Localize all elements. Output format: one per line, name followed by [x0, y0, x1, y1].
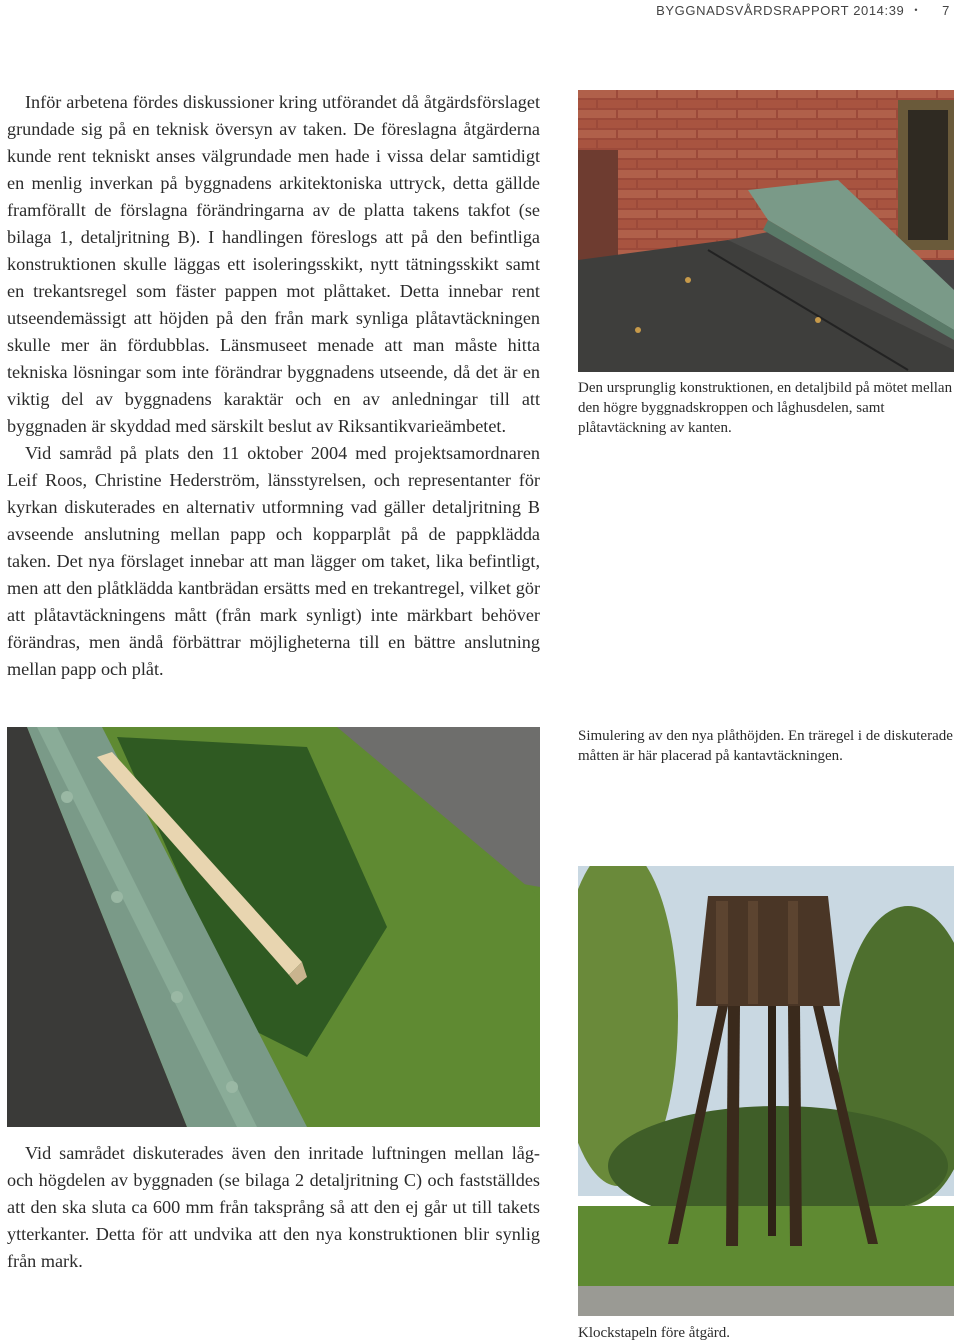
- caption-3: Klockstapeln före åtgärd.: [578, 1325, 731, 1341]
- body-text-top: [7, 89, 540, 683]
- body-text-bottom: [7, 1140, 540, 1275]
- page-number: 7: [942, 2, 950, 18]
- caption-2: Simulering av den nya plåthöjden. En träregel i de diskuterade måtten är här placerad på kantavtäckningen.: [578, 728, 953, 764]
- header-bullet: •: [914, 5, 919, 15]
- running-title: BYGGNADSVÅRDSRAPPORT 2014:39: [656, 2, 905, 18]
- photo-batten-simulation: [7, 727, 540, 1127]
- caption-1: Den ursprunglig konstruktionen, en detaljbild på mötet mellan den högre byggnadskroppen och låghusdelen, samt plåtavtäckning av kanten.: [578, 380, 953, 436]
- running-header: [656, 0, 950, 20]
- photo-roof-junction: [578, 90, 954, 372]
- paragraph-3: Vid samrådet diskuterades även den inritade luftningen mellan låg- och högdelen av byggnaden (se bilaga 2 detaljritning C) och fastställdes att den ska sluta ca 600 mm från taksprång så att den ej går ut till takets ytterkanter. Detta för att undvika att den nya konstruktionen blir synlig från mark.: [7, 1143, 540, 1271]
- paragraph-2: Vid samråd på plats den 11 oktober 2004 med projektsamordnaren Leif Roos, Christine Hederström, länsstyrelsen, och representanter för kyrkan diskuterades en alternativ utformning vad gäller detaljritning B avseende anslutning mellan papp och kopparplåt på de pappklädda taken. Det nya förslaget innebar att man lägger om taket, lika befintligt, men att den plåtklädda kantbrädan ersätts med en trekantregel, vilket gör att plåtavtäckningens mått (från mark synligt) inte märkbart behöver förändras, men ändå förbättrar möjligheterna till en bättre anslutning mellan papp och plåt.: [7, 443, 540, 679]
- paragraph-1: Inför arbetena fördes diskussioner kring utförandet då åtgärdsförslaget grundade sig på en teknisk översyn av taken. De föreslagna åtgärderna kunde rent tekniskt anses välgrundade men hade i vissa delar samtidigt en menlig inverkan på byggnadens arkitektoniska uttryck, detta gällde framförallt de förslagna förändringarna av de platta takens takfot (se bilaga 1, detaljritning B). I handlingen föreslogs att på den befintliga konstruktionen skulle läggas ett isoleringsskikt, nytt tätningsskikt samt en trekantsregel som fäster pappen mot plåttaket. Detta innebar rent utseendemässigt att höjden på den från mark synliga plåtavtäckningen skulle mer än fördubblas. Länsmuseet menade att man måste hitta tekniska lösningar som inte förändrar byggnadens utseende, då det är en viktig del av byggnadens karaktär och en av anledningar till att byggnaden är skyddad med särskilt beslut av Riksantikvarieämbetet.: [7, 92, 540, 436]
- photo-bell-tower: [578, 866, 954, 1316]
